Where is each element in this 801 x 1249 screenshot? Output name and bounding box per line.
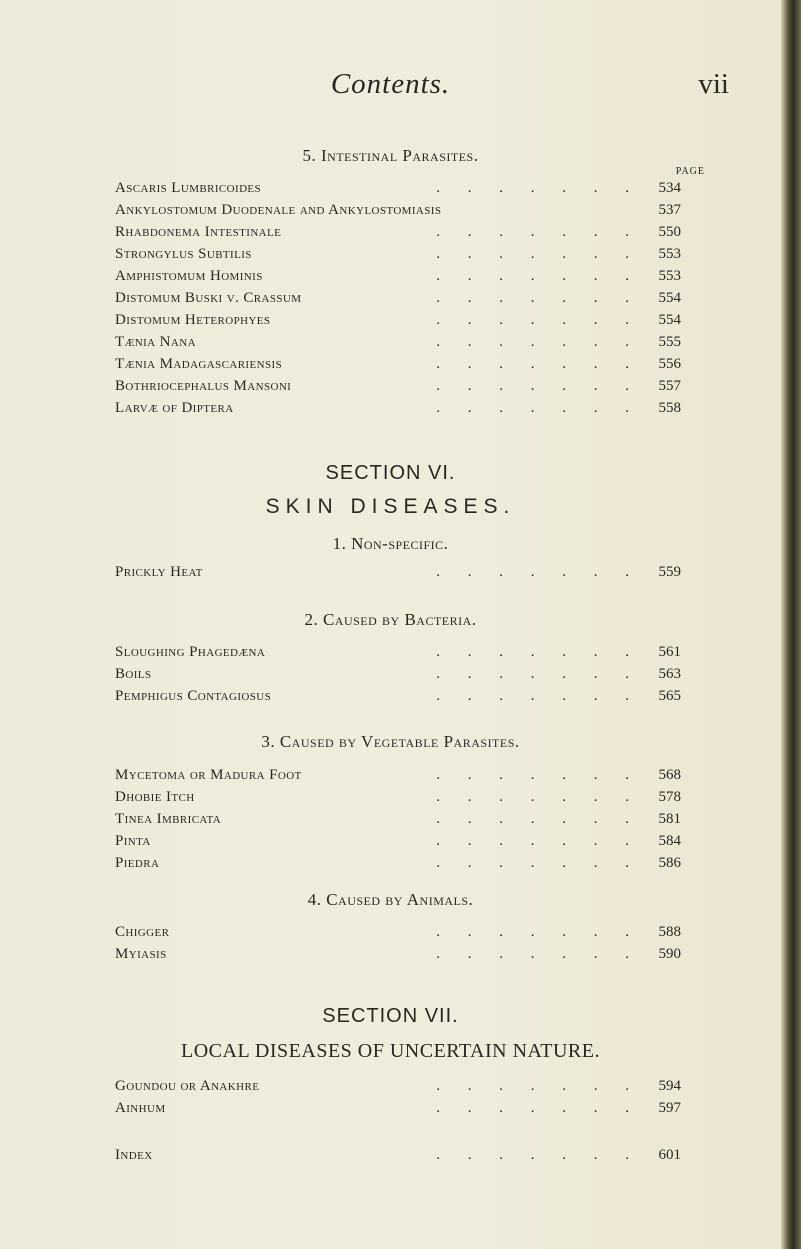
toc-entry bbox=[115, 180, 681, 202]
entry-page: 553 bbox=[658, 268, 681, 284]
entry-page: 558 bbox=[658, 400, 681, 416]
entry-leader: . . . . . . . bbox=[436, 1147, 641, 1163]
entry-page: 557 bbox=[658, 378, 681, 394]
toc-entry bbox=[115, 767, 681, 789]
entry-page: 555 bbox=[658, 334, 681, 350]
toc-entry bbox=[115, 789, 681, 811]
entry-leader: . . . . . . . bbox=[436, 400, 641, 416]
entry-title: Pemphigus Contagiosus bbox=[115, 688, 272, 704]
toc-entry bbox=[115, 202, 681, 224]
toc-entry bbox=[115, 666, 681, 688]
entry-page: 568 bbox=[658, 767, 681, 783]
toc-entry bbox=[115, 378, 681, 400]
subsection-heading-bacteria: 2. Caused by Bacteria. bbox=[304, 610, 477, 629]
entry-title: Tænia Nana bbox=[115, 334, 196, 350]
entry-title: Goundou or Anakhre bbox=[115, 1078, 260, 1094]
toc-entry bbox=[115, 268, 681, 290]
entry-title: Prickly Heat bbox=[115, 564, 203, 580]
entry-title: Mycetoma or Madura Foot bbox=[115, 767, 302, 783]
entry-title: Tinea Imbricata bbox=[115, 811, 222, 827]
toc-entry bbox=[115, 688, 681, 710]
entry-title: Distomum Heterophyes bbox=[115, 312, 271, 328]
section-title: LOCAL DISEASES OF UNCERTAIN NATURE. bbox=[181, 1040, 600, 1062]
entry-leader: . . . . . . . bbox=[436, 334, 641, 350]
entry-page: 597 bbox=[658, 1100, 681, 1116]
toc-entry bbox=[115, 833, 681, 855]
entry-title: Tænia Madagascariensis bbox=[115, 356, 283, 372]
subsection-heading-intestinal-parasites: 5. Intestinal Parasites. bbox=[302, 146, 479, 165]
entry-page: 581 bbox=[658, 811, 681, 827]
entry-leader: . . . . . . . bbox=[436, 789, 641, 805]
entry-leader: . . . . . . . bbox=[436, 312, 641, 328]
entry-leader: . . . . . . . bbox=[436, 246, 641, 262]
toc-entry bbox=[115, 334, 681, 356]
entry-page: 594 bbox=[658, 1078, 681, 1094]
subsection-heading-animals: 4. Caused by Animals. bbox=[307, 890, 474, 909]
entry-page: 553 bbox=[658, 246, 681, 262]
entry-page: 584 bbox=[658, 833, 681, 849]
entry-leader: . . . . . . . bbox=[436, 666, 641, 682]
entry-leader: . . . . . . . bbox=[436, 1078, 641, 1094]
entry-title: Boils bbox=[115, 666, 152, 682]
entry-title: Pinta bbox=[115, 833, 151, 849]
toc-entry bbox=[115, 400, 681, 422]
running-head-title: Contents. bbox=[330, 68, 451, 100]
entry-title: Chigger bbox=[115, 924, 170, 940]
toc-entry bbox=[115, 246, 681, 268]
toc-entry bbox=[115, 946, 681, 968]
entry-leader: . . . . . . . bbox=[436, 644, 641, 660]
entry-title: Sloughing Phagedæna bbox=[115, 644, 266, 660]
entry-page: 550 bbox=[658, 224, 681, 240]
toc-entry bbox=[115, 312, 681, 334]
entry-title: Larvæ of Diptera bbox=[115, 400, 234, 416]
running-head-page-number: vii bbox=[698, 68, 729, 100]
entry-page: 590 bbox=[658, 946, 681, 962]
toc-entry bbox=[115, 811, 681, 833]
entry-page: 559 bbox=[658, 564, 681, 580]
entry-leader: . . . . . . . bbox=[436, 268, 641, 284]
subsection-heading-vegetable-parasites: 3. Caused by Vegetable Parasites. bbox=[261, 732, 520, 751]
toc-entry bbox=[115, 290, 681, 312]
entry-title: Distomum Buski v. Crassum bbox=[115, 290, 302, 306]
entry-leader: . . . . . . . bbox=[436, 855, 641, 871]
entry-title: Ankylostomum Duodenale and Ankylostomiasis bbox=[115, 202, 442, 218]
entry-title: Bothriocephalus Mansoni bbox=[115, 378, 292, 394]
running-head bbox=[0, 68, 781, 108]
entry-title: Amphistomum Hominis bbox=[115, 268, 263, 284]
entry-leader: . . . . . . . bbox=[436, 290, 641, 306]
toc-entry bbox=[115, 1078, 681, 1100]
entry-page: 588 bbox=[658, 924, 681, 940]
entry-leader: . . . . . . . bbox=[436, 378, 641, 394]
entry-leader: . . . . . . . bbox=[436, 946, 641, 962]
entry-page: 586 bbox=[658, 855, 681, 871]
entry-leader: . . . . . . . bbox=[436, 1100, 641, 1116]
entry-page: 565 bbox=[658, 688, 681, 704]
page-column-label: PAGE bbox=[675, 166, 705, 177]
toc-entry bbox=[115, 924, 681, 946]
section-heading: SECTION VII. bbox=[322, 1005, 459, 1027]
entry-leader: . . . . . . . bbox=[436, 356, 641, 372]
toc-entry bbox=[115, 564, 681, 586]
entry-title: Index bbox=[115, 1147, 153, 1163]
toc-entry bbox=[115, 356, 681, 378]
entry-page: 601 bbox=[658, 1147, 681, 1163]
entry-page: 554 bbox=[658, 290, 681, 306]
entry-page: 563 bbox=[658, 666, 681, 682]
entry-title: Myiasis bbox=[115, 946, 167, 962]
entry-title: Rhabdonema Intestinale bbox=[115, 224, 282, 240]
toc-entry bbox=[115, 1100, 681, 1122]
entry-leader: . . . . . . . bbox=[436, 224, 641, 240]
entry-leader: . . . . . . . bbox=[436, 180, 641, 196]
entry-title: Piedra bbox=[115, 855, 160, 871]
entry-page: 556 bbox=[658, 356, 681, 372]
entry-leader: . . . . . . . bbox=[436, 564, 641, 580]
entry-title: Dhobie Itch bbox=[115, 789, 195, 805]
entry-title: Ascaris Lumbricoides bbox=[115, 180, 262, 196]
entry-leader: . . . . . . . bbox=[436, 688, 641, 704]
entry-leader: . . . . . . . bbox=[436, 924, 641, 940]
entry-page: 534 bbox=[658, 180, 681, 196]
entry-title: Ainhum bbox=[115, 1100, 166, 1116]
subsection-heading-non-specific: 1. Non-specific. bbox=[332, 534, 449, 553]
toc-entry-index bbox=[115, 1147, 681, 1169]
section-heading: SECTION VI. bbox=[325, 462, 456, 484]
entry-page: 554 bbox=[658, 312, 681, 328]
section-title: SKIN DISEASES. bbox=[265, 495, 516, 518]
entry-leader: . . . . . . . bbox=[436, 811, 641, 827]
entry-leader: . . . . . . . bbox=[436, 833, 641, 849]
entry-leader: . . . . . . . bbox=[436, 767, 641, 783]
entry-page: 578 bbox=[658, 789, 681, 805]
toc-entry bbox=[115, 855, 681, 877]
toc-entry bbox=[115, 224, 681, 246]
toc-entry bbox=[115, 644, 681, 666]
entry-page: 561 bbox=[658, 644, 681, 660]
page-edge bbox=[781, 0, 801, 1249]
entry-page: 537 bbox=[658, 202, 681, 218]
entry-title: Strongylus Subtilis bbox=[115, 246, 252, 262]
